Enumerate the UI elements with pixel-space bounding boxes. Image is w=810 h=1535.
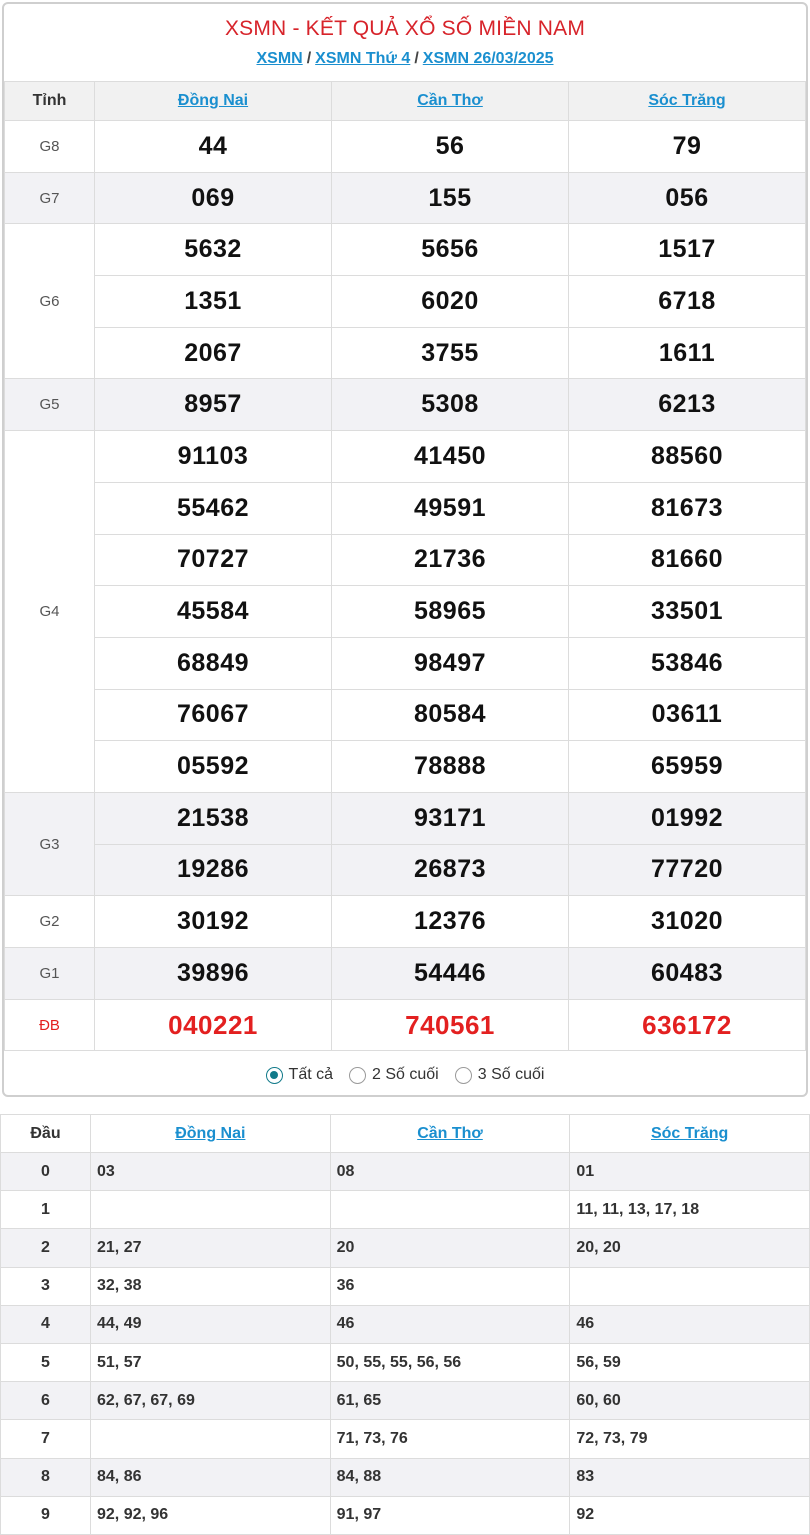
filter-option-label: 2 Số cuối [372, 1066, 439, 1084]
loto-row [1, 1382, 810, 1420]
breadcrumb-xsmn-thu4-link[interactable]: XSMN Thứ 4 [315, 50, 411, 67]
breadcrumb-xsmn-date-link[interactable]: XSMN 26/03/2025 [422, 50, 554, 67]
special-prize-number: 040221 [95, 999, 332, 1051]
loto-numbers: 84, 86 [91, 1458, 331, 1496]
loto-row [1, 1229, 810, 1267]
prize-number: 6718 [569, 276, 806, 328]
prize-number: 77720 [569, 844, 806, 896]
prize-number: 70727 [95, 534, 332, 586]
prize-number: 79 [569, 121, 806, 173]
loto-numbers: 36 [330, 1267, 570, 1305]
prize-row [5, 896, 806, 948]
prize-number: 98497 [332, 637, 569, 689]
prize-number: 5656 [332, 224, 569, 276]
loto-province-header [91, 1115, 331, 1153]
loto-numbers: 71, 73, 76 [330, 1420, 570, 1458]
loto-numbers: 91, 97 [330, 1496, 570, 1534]
prize-row [5, 844, 806, 896]
head-digit: 4 [1, 1305, 91, 1343]
prize-number: 56 [332, 121, 569, 173]
loto-numbers: 50, 55, 55, 56, 56 [330, 1343, 570, 1381]
results-header-row [5, 82, 806, 121]
prize-number: 26873 [332, 844, 569, 896]
page-title: XSMN - KẾT QUẢ XỔ SỐ MIỀN NAM [224, 17, 586, 40]
loto-numbers: 44, 49 [91, 1305, 331, 1343]
prize-number: 01992 [569, 792, 806, 844]
radio-selected-icon[interactable] [266, 1067, 283, 1084]
filter-option-label: Tất cả [288, 1066, 334, 1084]
prize-number: 91103 [95, 431, 332, 483]
loto-numbers: 61, 65 [330, 1382, 570, 1420]
prize-number: 3755 [332, 327, 569, 379]
prize-number: 60483 [569, 948, 806, 1000]
prize-number: 03611 [569, 689, 806, 741]
prize-name: G7 [5, 172, 95, 224]
loto-body [1, 1153, 810, 1535]
loto-table [0, 1114, 810, 1535]
loto-numbers: 03 [91, 1153, 331, 1191]
loto-province-header [570, 1115, 810, 1153]
radio-icon[interactable] [455, 1067, 472, 1084]
prize-number: 88560 [569, 431, 806, 483]
prize-number: 41450 [332, 431, 569, 483]
loto-numbers: 62, 67, 67, 69 [91, 1382, 331, 1420]
prize-row [5, 534, 806, 586]
breadcrumb-xsmn-link[interactable]: XSMN [256, 50, 303, 67]
province-column-header: Tỉnh [5, 82, 95, 121]
prize-number: 33501 [569, 586, 806, 638]
prize-number: 21538 [95, 792, 332, 844]
prize-number: 8957 [95, 379, 332, 431]
province-header [569, 82, 806, 121]
loto-row [1, 1305, 810, 1343]
head-digit: 1 [1, 1191, 91, 1229]
prize-row [5, 431, 806, 483]
prize-number: 68849 [95, 637, 332, 689]
prize-name: G2 [5, 896, 95, 948]
prize-number: 81660 [569, 534, 806, 586]
prize-row [5, 637, 806, 689]
prize-number: 31020 [569, 896, 806, 948]
filter-option-label: 3 Số cuối [477, 1066, 545, 1084]
prize-row [5, 792, 806, 844]
loto-province-link-soc-trang[interactable]: Sóc Trăng [650, 1124, 729, 1142]
prize-row [5, 276, 806, 328]
prize-number: 81673 [569, 482, 806, 534]
prize-number: 12376 [332, 896, 569, 948]
results-header [4, 4, 806, 81]
loto-row [1, 1267, 810, 1305]
prize-row [5, 224, 806, 276]
loto-header-row [1, 1115, 810, 1153]
head-digit: 6 [1, 1382, 91, 1420]
loto-numbers: 08 [330, 1153, 570, 1191]
prize-row [5, 689, 806, 741]
loto-numbers: 51, 57 [91, 1343, 331, 1381]
loto-row [1, 1343, 810, 1381]
province-header [95, 82, 332, 121]
loto-numbers: 92 [570, 1496, 810, 1534]
loto-numbers: 56, 59 [570, 1343, 810, 1381]
results-table [4, 81, 806, 1051]
loto-numbers: 20, 20 [570, 1229, 810, 1267]
prize-name: G1 [5, 948, 95, 1000]
head-digit: 0 [1, 1153, 91, 1191]
prize-name: ĐB [5, 999, 95, 1051]
prize-number: 19286 [95, 844, 332, 896]
prize-number: 6020 [332, 276, 569, 328]
prize-number: 21736 [332, 534, 569, 586]
loto-province-link-dong-nai[interactable]: Đồng Nai [175, 1124, 246, 1142]
special-prize-number: 740561 [332, 999, 569, 1051]
loto-row [1, 1496, 810, 1534]
loto-numbers: 11, 11, 13, 17, 18 [570, 1191, 810, 1229]
province-link-can-tho[interactable]: Cần Thơ [417, 92, 483, 109]
prize-number: 1351 [95, 276, 332, 328]
loto-numbers: 92, 92, 96 [91, 1496, 331, 1534]
prize-number: 45584 [95, 586, 332, 638]
prize-number: 155 [332, 172, 569, 224]
prize-number: 80584 [332, 689, 569, 741]
prize-number: 49591 [332, 482, 569, 534]
prize-row [5, 172, 806, 224]
head-digit-column-header: Đầu [1, 1115, 91, 1153]
prize-number: 44 [95, 121, 332, 173]
prize-number: 1611 [569, 327, 806, 379]
prize-name: G8 [5, 121, 95, 173]
loto-province-header [330, 1115, 570, 1153]
loto-numbers: 20 [330, 1229, 570, 1267]
loto-numbers [91, 1191, 331, 1229]
head-digit: 7 [1, 1420, 91, 1458]
results-panel [2, 2, 808, 1097]
loto-numbers: 21, 27 [91, 1229, 331, 1267]
loto-row [1, 1191, 810, 1229]
head-digit: 2 [1, 1229, 91, 1267]
filter-option-3-digits[interactable] [455, 1066, 545, 1084]
province-link-dong-nai[interactable]: Đồng Nai [177, 92, 249, 109]
loto-numbers [91, 1420, 331, 1458]
head-digit: 5 [1, 1343, 91, 1381]
prize-name: G6 [5, 224, 95, 379]
head-digit: 3 [1, 1267, 91, 1305]
loto-numbers [570, 1267, 810, 1305]
prize-number: 1517 [569, 224, 806, 276]
digit-filter [4, 1051, 806, 1097]
loto-numbers: 01 [570, 1153, 810, 1191]
results-body [5, 121, 806, 1051]
loto-numbers: 83 [570, 1458, 810, 1496]
radio-icon[interactable] [349, 1067, 366, 1084]
prize-number: 53846 [569, 637, 806, 689]
prize-number: 069 [95, 172, 332, 224]
loto-numbers: 84, 88 [330, 1458, 570, 1496]
loto-row [1, 1420, 810, 1458]
prize-row [5, 741, 806, 793]
prize-row [5, 482, 806, 534]
prize-number: 76067 [95, 689, 332, 741]
breadcrumb [4, 49, 806, 69]
prize-name: G5 [5, 379, 95, 431]
prize-row [5, 379, 806, 431]
prize-number: 5632 [95, 224, 332, 276]
loto-numbers: 32, 38 [91, 1267, 331, 1305]
prize-number: 55462 [95, 482, 332, 534]
province-link-soc-trang[interactable]: Sóc Trăng [648, 92, 726, 109]
province-header [332, 82, 569, 121]
loto-numbers: 46 [570, 1305, 810, 1343]
prize-number: 30192 [95, 896, 332, 948]
prize-name: G3 [5, 792, 95, 895]
prize-number: 54446 [332, 948, 569, 1000]
filter-option-all[interactable] [266, 1066, 333, 1084]
breadcrumb-separator: / [306, 50, 312, 67]
loto-row [1, 1153, 810, 1191]
prize-row [5, 121, 806, 173]
prize-row [5, 948, 806, 1000]
prize-row [5, 999, 806, 1051]
special-prize-number: 636172 [569, 999, 806, 1051]
loto-numbers: 60, 60 [570, 1382, 810, 1420]
prize-row [5, 327, 806, 379]
loto-province-link-can-tho[interactable]: Cần Thơ [417, 1124, 483, 1142]
loto-numbers: 46 [330, 1305, 570, 1343]
head-digit: 8 [1, 1458, 91, 1496]
prize-number: 05592 [95, 741, 332, 793]
loto-row [1, 1458, 810, 1496]
prize-number: 056 [569, 172, 806, 224]
breadcrumb-separator: / [414, 50, 419, 67]
filter-option-2-digits[interactable] [349, 1066, 439, 1084]
prize-number: 5308 [332, 379, 569, 431]
loto-panel [0, 1114, 810, 1535]
prize-number: 78888 [332, 741, 569, 793]
prize-number: 58965 [332, 586, 569, 638]
prize-number: 93171 [332, 792, 569, 844]
prize-number: 39896 [95, 948, 332, 1000]
prize-name: G4 [5, 431, 95, 793]
head-digit: 9 [1, 1496, 91, 1534]
prize-number: 65959 [569, 741, 806, 793]
prize-number: 2067 [95, 327, 332, 379]
loto-numbers [330, 1191, 570, 1229]
prize-row [5, 586, 806, 638]
loto-numbers: 72, 73, 79 [570, 1420, 810, 1458]
prize-number: 6213 [569, 379, 806, 431]
